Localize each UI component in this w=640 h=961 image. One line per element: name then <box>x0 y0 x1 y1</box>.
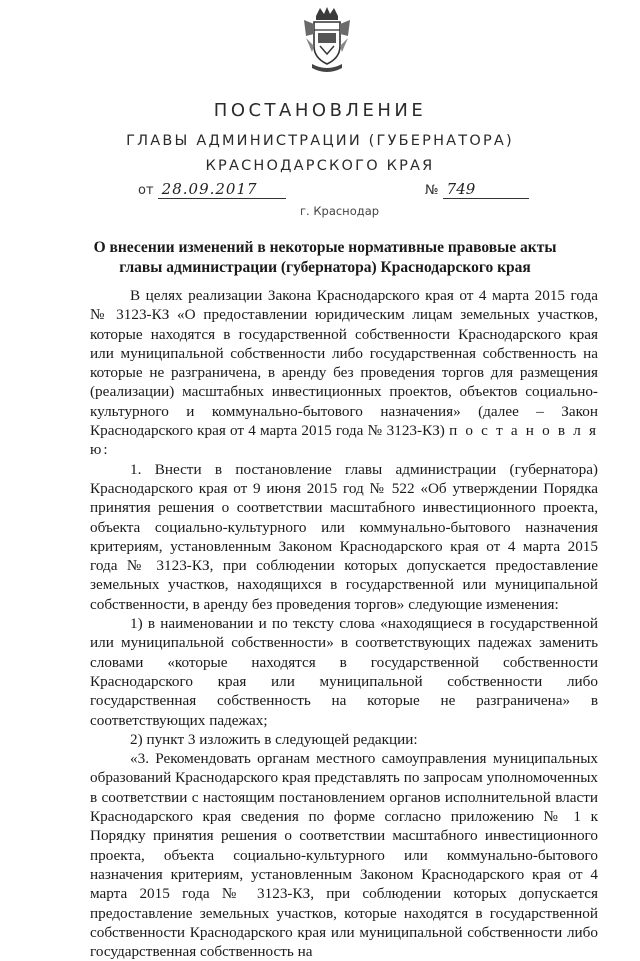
issuer-line-1: ГЛАВЫ АДМИНИСТРАЦИИ (ГУБЕРНАТОРА) <box>126 133 514 149</box>
resolution-word: п о с т а н о в л я ю: <box>90 422 598 459</box>
document-number <box>425 180 529 199</box>
paragraph-subitem-2: 2) пункт 3 изложить в следующей редакции: <box>130 730 418 748</box>
date-prefix: от <box>138 183 154 198</box>
title-line-1: О внесении изменений в некоторые нормативные правовые акты <box>93 239 557 256</box>
city-label: г. Краснодар <box>300 204 380 218</box>
paragraph-item-1: 1. Внести в постановление главы администрации (губернатора) Краснодарского края от 9 июня 2015 год № 522 «Об утверждении Порядка принятия решения о соответствии масштабного инвестиционного проекта, объекта социально-культурного или коммунально-бытового назначения критериям, установленным Законом Краснодарского края от 4 марта 2015 года № 3123-КЗ, при соблюдении которых допускается предоставление земельных участков, находящихся в государственной или муниципальной собственности, в аренду без проведения торгов» следующие изменения: <box>90 460 598 613</box>
paragraph-preamble <box>90 286 598 460</box>
number-value: 749 <box>443 180 529 199</box>
title-line-2: главы администрации (губернатора) Краснодарского края <box>119 259 531 276</box>
document-body <box>90 286 598 961</box>
number-prefix: № <box>425 183 439 198</box>
issuer-line-2: КРАСНОДАРСКОГО КРАЯ <box>205 158 435 174</box>
date-value: 28.09.2017 <box>158 180 286 199</box>
document-title <box>90 238 560 278</box>
document-type-heading: ПОСТАНОВЛЕНИЕ <box>213 100 427 121</box>
coat-of-arms-icon <box>302 6 352 76</box>
document-date <box>138 180 286 199</box>
paragraph-point-3: «3. Рекомендовать органам местного самоуправления муниципальных образований Краснодарского края представлять по запросам уполномоченных в соответствии с настоящим постановлением органов исполнительной власти Краснодарского края сведения по форме согласно приложению № 1 к Порядку принятия решения о соответствии масштабного инвестиционного проекта, объекта социально-культурного или коммунально-бытового назначения критериям, установленным Законом Краснодарского края от 4 марта 2015 года № 3123-КЗ, при соблюдении которых допускается предоставление земельных участков, которые находятся в государственной собственности Краснодарского края или муниципальной собственности либо государственная собственность на <box>90 750 598 961</box>
preamble-text: В целях реализации Закона Краснодарского края от 4 марта 2015 года № 3123-КЗ «О предоставлении юридическим лицам земельных участков, которые находятся в государственной собственности Краснодарского края или муниципальной собственности либо государственная собственность на которые не разграничена, в аренду без проведения торгов для размещения (реализации) масштабных инвестиционных проектов, объектов социально-культурного и коммунально-бытового назначения» (далее – Закон Краснодарского края от 4 марта 2015 года № 3123-КЗ) <box>90 287 598 440</box>
paragraph-subitem-1: 1) в наименовании и по тексту слова «находящиеся в государственной или муниципальной собственности» в соответствующих падежах заменить словами «которые находятся в государственной собственности Краснодарского края или муниципальной собственности либо государственная собственность на которые не разграничена» в соответствующих падежах; <box>90 615 598 729</box>
